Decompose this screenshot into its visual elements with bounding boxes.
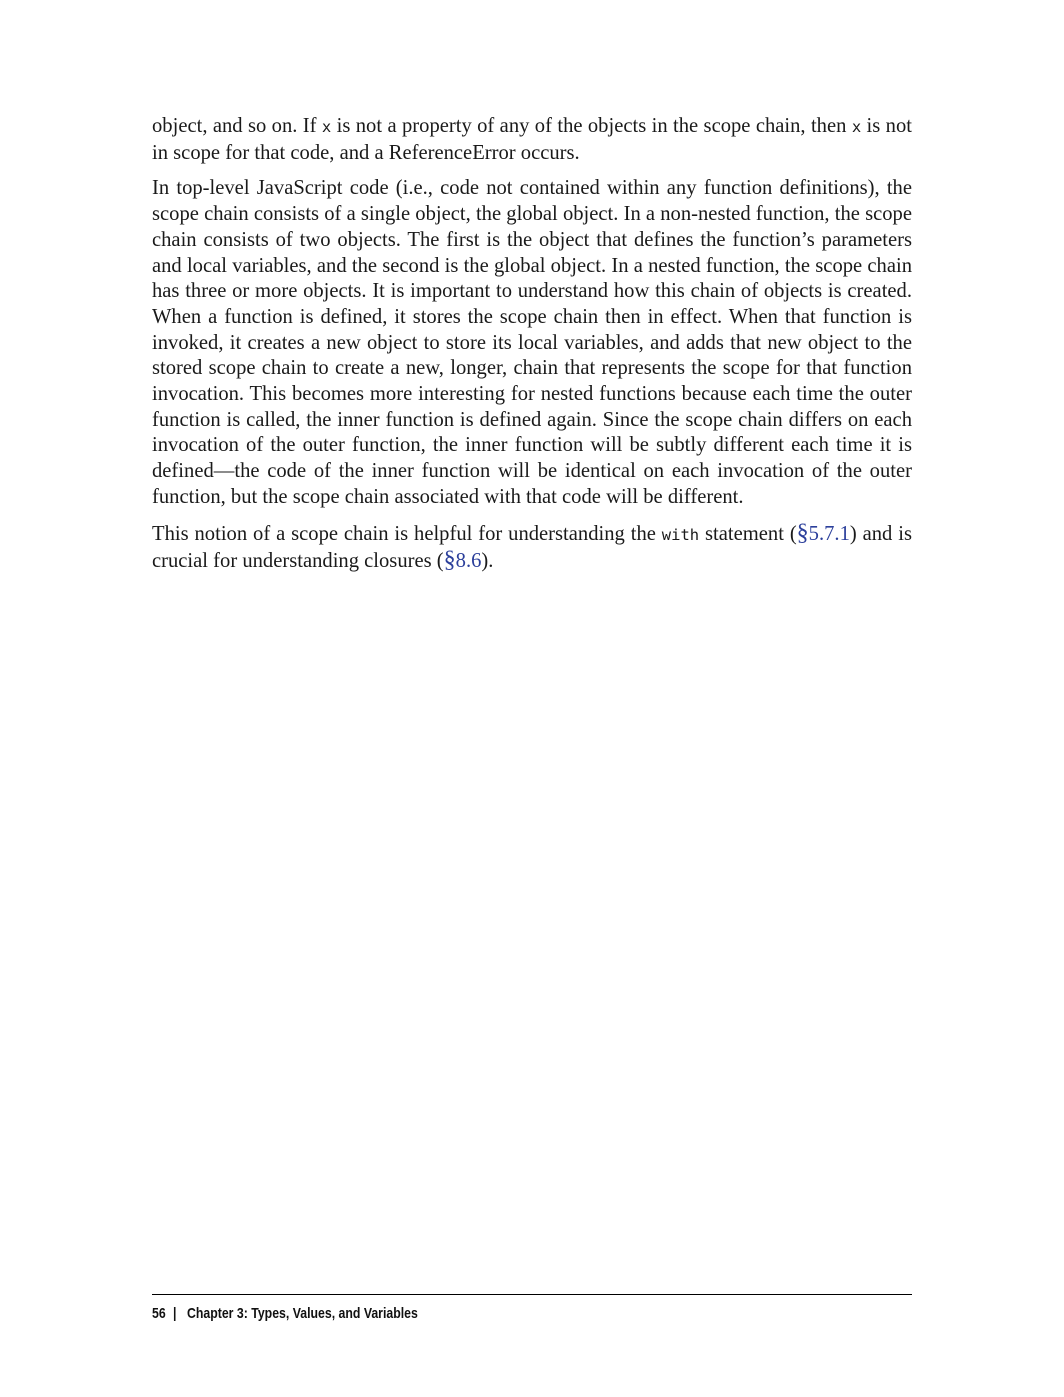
section-sign: § [796,519,809,546]
xref-number: 8.6 [455,550,482,573]
text-run: and is crucial for understanding closures ( [152,522,912,573]
page-body [152,114,912,585]
page-footer [152,1294,912,1322]
inline-code: x [851,118,862,136]
footer-separator: | [172,1305,177,1322]
xref-number: 5.7.1 [808,522,850,545]
text-run: ). [481,550,494,573]
section-sign: § [443,547,456,574]
inline-code: x [321,118,332,136]
text-run: ) [849,522,857,545]
page-number: 56 [152,1305,166,1322]
xref-link-8-6[interactable] [443,547,482,574]
paragraph-scope-notion [152,521,912,575]
text-run: statement ( [699,522,797,545]
inline-code: with [661,525,700,544]
text-run: object, and so on. If [152,115,322,137]
text-run: is not in scope for that code, and a ReferenceError occurs. [152,115,912,164]
xref-link-5-7-1[interactable] [796,519,850,546]
text-run: This notion of a scope chain is helpful for understanding the [152,522,662,545]
chapter-title: Chapter 3: Types, Values, and Variables [186,1305,418,1322]
paragraph-scope-chain: In top-level JavaScript code (i.e., code not contained within any function definitions), the scope chain consists of a single object, the global object. In a non-nested function, the scope chain consists of two objects. The first is the object that defines the function’s parameters and local variables, and the second is the global object. In a nested function, the scope chain has three or more objects. It is important to understand how this chain of objects is created. When a function is defined, it stores the scope chain then in effect. When that function is invoked, it creates a new object to store its local variables, and adds that new object to the stored scope chain to create a new, longer, chain that represents the scope for that function invocation. This becomes more interesting for nested functions because each time the outer function is called, the inner function is defined again. Since the scope chain differs on each invocation of the outer function, the inner function will be subtly different each time it is defined—the code of the inner function will be identical on each invocation of the outer function, but the scope chain associated with that code will be different. [152,177,912,508]
text-run: is not a property of any of the objects in the scope chain, then [331,115,852,137]
paragraph-scope-lookup [152,114,912,166]
